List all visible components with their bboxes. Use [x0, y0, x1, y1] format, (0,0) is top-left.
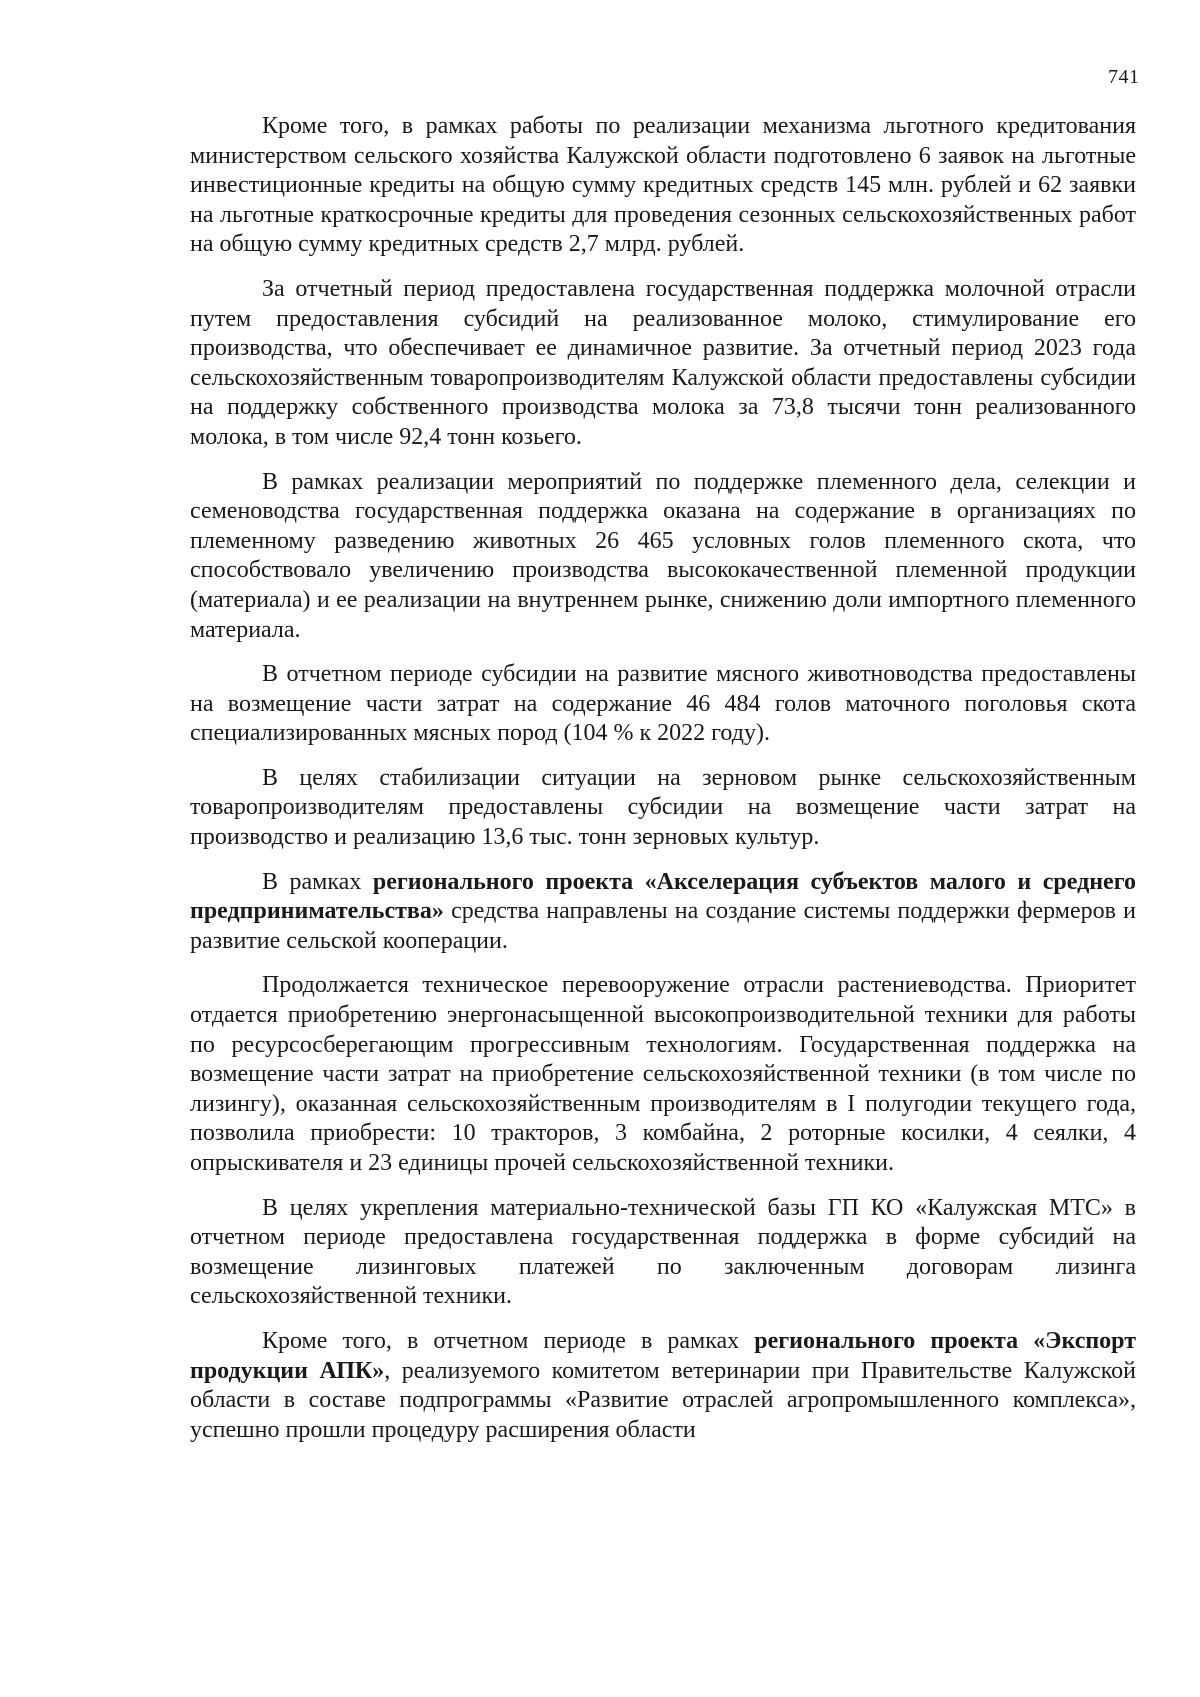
paragraph [190, 1194, 1136, 1312]
page-number: 741 [1108, 66, 1140, 88]
paragraph [190, 971, 1136, 1178]
text-run: , реализуемого комитетом ветеринарии при Правительстве Калужской области в составе подпрограммы «Развитие отраслей агропромышленного комплекса», успешно прошли процедуру расширения области [190, 1357, 1136, 1443]
paragraph [190, 764, 1136, 853]
text-run: В целях укрепления материально-технической базы ГП КО «Калужская МТС» в отчетном периоде предоставлена государственная поддержка в форме субсидий на возмещение лизинговых платежей по заключенным договорам лизинга сельскохозяйственной техники. [190, 1194, 1136, 1310]
text-run: Кроме того, в рамках работы по реализации механизма льготного кредитования министерством сельского хозяйства Калужской области подготовлено 6 заявок на льготные инвестиционные кредиты на общую сумму кредитных средств 145 млн. рублей и 62 заявки на льготные краткосрочные кредиты для проведения сезонных сельскохозяйственных работ на общую сумму кредитных средств 2,7 млрд. рублей. [190, 113, 1136, 258]
text-run: В рамках реализации мероприятий по поддержке племенного дела, селекции и семеноводства государственная поддержка оказана на содержание в организациях по племенному разведению животных 26 465 условных голов племенного скота, что способствовало увеличению производства высококачественной племенной продукции (материала) и ее реализации на внутреннем рынке, снижению доли импортного племенного материала. [190, 468, 1136, 643]
paragraph [190, 468, 1136, 646]
text-run: Кроме того, в отчетном периоде в рамках [262, 1327, 755, 1354]
paragraph [190, 1327, 1136, 1445]
text-run: Продолжается техническое перевооружение отрасли растениеводства. Приоритет отдается приобретению энергонасыщенной высокопроизводительной техники для работы по ресурсосберегающим прогрессивным технологиям. Государственная поддержка на возмещение части затрат на приобретение сельскохозяйственной техники (в том числе по лизингу), оказанная сельскохозяйственным производителям в I полугодии текущего года, позволила приобрести: 10 тракторов, 3 комбайна, 2 роторные косилки, 4 сеялки, 4 опрыскивателя и 23 единицы прочей сельскохозяйственной техники. [190, 972, 1136, 1176]
text-run: средства направлены на создание системы поддержки фермеров и развитие сельской кооперации. [190, 898, 1136, 954]
bold-text: регионального проекта «Экспорт продукции АПК» [190, 1327, 1136, 1384]
paragraph [190, 660, 1136, 749]
paragraph [190, 868, 1136, 957]
text-run: В отчетном периоде субсидии на развитие мясного животноводства предоставлены на возмещение части затрат на содержание 46 484 голов маточного поголовья скота специализированных мясных пород (104 % к 2022 году). [190, 661, 1136, 747]
paragraph [190, 275, 1136, 453]
bold-text: регионального проекта «Акселерация субъектов малого и среднего предпринимательства» [190, 868, 1137, 925]
document-body [190, 112, 1136, 1445]
paragraph [190, 112, 1136, 260]
text-run: В рамках [262, 868, 373, 895]
text-run: В целях стабилизации ситуации на зерновом рынке сельскохозяйственным товаропроизводителям предоставлены субсидии на возмещение части затрат на производство и реализацию 13,6 тыс. тонн зерновых культур. [190, 764, 1136, 851]
text-run: За отчетный период предоставлена государственная поддержка молочной отрасли путем предоставления субсидий на реализованное молоко, стимулирование его производства, что обеспечивает ее динамичное развитие. За отчетный период 2023 года сельскохозяйственным товаропроизводителям Калужской области предоставлены субсидии на поддержку собственного производства молока за 73,8 тысячи тонн реализованного молока, в том числе 92,4 тонн козьего. [190, 275, 1136, 450]
